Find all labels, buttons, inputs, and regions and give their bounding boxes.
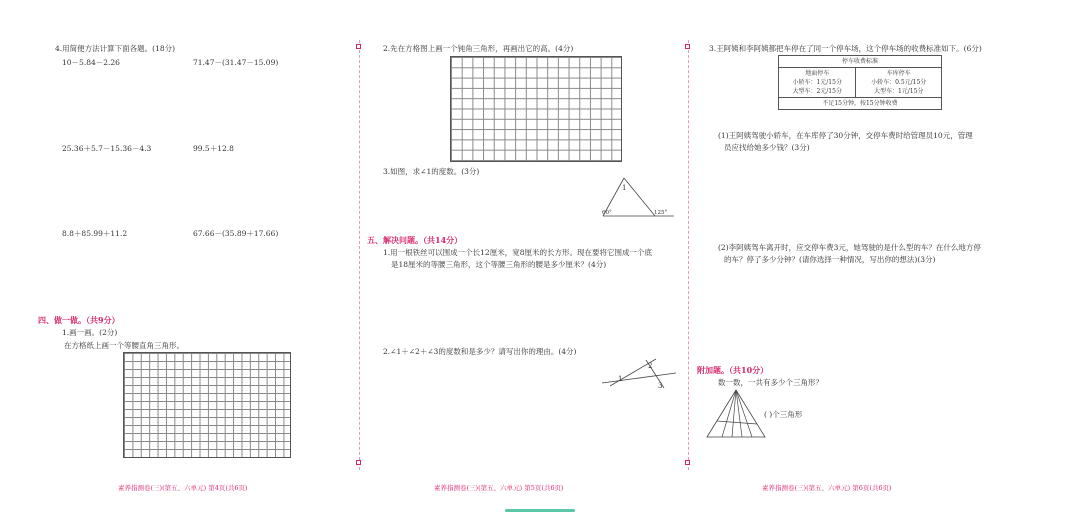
binding-mark [685, 44, 690, 49]
question-4-title: 4.用简便方法计算下面各题。(18分) [55, 44, 176, 53]
expression-5: 8.8＋85.99＋11.2 [62, 229, 128, 238]
col-ground-head: 地面停车 [805, 70, 830, 77]
bonus-answer: ( )个三角形 [764, 410, 803, 419]
bonus-question: 数一数，一共有多少个三角形？ [718, 378, 823, 387]
triangle-figure [600, 176, 680, 221]
page-footer: 素养指测卷(三)(第五、六单元) 第5页(共6页) [434, 484, 564, 492]
section-4-question-1: 1.画一画。(2分) [62, 328, 118, 337]
table-col-garage [856, 68, 942, 98]
binding-mark [685, 460, 690, 465]
angle-1-label: 1 [622, 184, 627, 192]
col-garage-row-1: 小轿车：0.5元/15分 [871, 79, 927, 86]
col-garage-head: 车库停车 [886, 70, 911, 77]
expression-6: 67.66－(35.89＋17.66) [193, 229, 279, 238]
page-footer: 素养指测卷(三)(第五、六单元) 第4页(共6页) [118, 484, 248, 492]
scroll-indicator[interactable] [505, 509, 575, 512]
drawing-grid[interactable] [123, 352, 291, 458]
sub-question-2-line-1: (2)李阿姨驾车离开时，应交停车费3元，她驾驶的是什么型的车？在什么地方停 [718, 243, 981, 252]
drawing-grid[interactable] [450, 56, 622, 162]
table-header: 停车收费标准 [779, 56, 942, 68]
section-4-heading: 四、做一做。（共9分） [38, 315, 120, 325]
col-garage-row-2: 大型车：1元/15分 [873, 88, 924, 95]
binding-mark [356, 460, 361, 465]
binding-mark [356, 44, 361, 49]
sub-question-1-line-1: (1)王阿姨驾驶小轿车，在车库停了30分钟，交停车费时给管理员10元，管理 [718, 131, 973, 140]
expression-4: 99.5＋12.8 [193, 144, 234, 153]
parking-fee-table [778, 55, 942, 110]
angle-figure [600, 356, 680, 396]
sub-question-1-line-2: 员应找给她多少钱？(3分) [724, 143, 810, 152]
page-footer: 素养指测卷(三)(第五、六单元) 第6页(共6页) [762, 484, 892, 492]
expression-2: 71.47－(31.47－15.09) [193, 58, 279, 67]
sub-question-2-line-2: 的车？停了多少分钟？(请你选择一种情况，写出你的想法)(3分) [724, 255, 936, 264]
section-5-question-1-line-2: 是18厘米的等腰三角形，这个等腰三角形的腰是多少厘米？(4分) [391, 260, 607, 269]
expression-1: 10－5.84－2.26 [62, 58, 120, 67]
fold-line-right [688, 40, 689, 470]
col-ground-row-1: 小轿车：1元/15分 [792, 79, 842, 86]
table-footer: 不足15分钟，按15分钟收费 [779, 98, 942, 110]
angle-60-label: 60° [602, 210, 612, 216]
section-4-question-1-desc: 在方格纸上画一个等腰直角三角形。 [64, 341, 184, 350]
expression-3: 25.36＋5.7－15.36－4.3 [62, 144, 152, 153]
section-5-question-2: 2.∠1＋∠2＋∠3的度数和是多少？请写出你的理由。(4分) [383, 347, 577, 356]
fold-line-left [359, 40, 360, 470]
angle-label-3: 3 [658, 382, 663, 390]
section-5-heading: 五、解决问题。（共14分） [367, 235, 463, 245]
bonus-heading: 附加题。（共10分） [697, 365, 769, 375]
table-col-ground [779, 68, 856, 98]
angle-label-1: 1 [618, 375, 623, 383]
question-3-title: 3.如图，求∠1的度数。(3分) [383, 167, 480, 176]
angle-125-label: 125° [654, 210, 668, 216]
col-ground-row-2: 大型车：2元/15分 [792, 88, 842, 95]
question-3-title: 3.王阿姨和李阿姨都把车停在了同一个停车场，这个停车场的收费标准如下。(6分) [709, 44, 982, 53]
question-2-title: 2.先在方格图上画一个钝角三角形，再画出它的高。(4分) [383, 44, 574, 53]
angle-label-2: 2 [648, 362, 653, 370]
section-5-question-1-line-1: 1.用一根铁丝可以围成一个长12厘米，宽8厘米的长方形。现在要将它围成一个底 [383, 248, 652, 257]
counting-triangle-figure [705, 388, 767, 440]
